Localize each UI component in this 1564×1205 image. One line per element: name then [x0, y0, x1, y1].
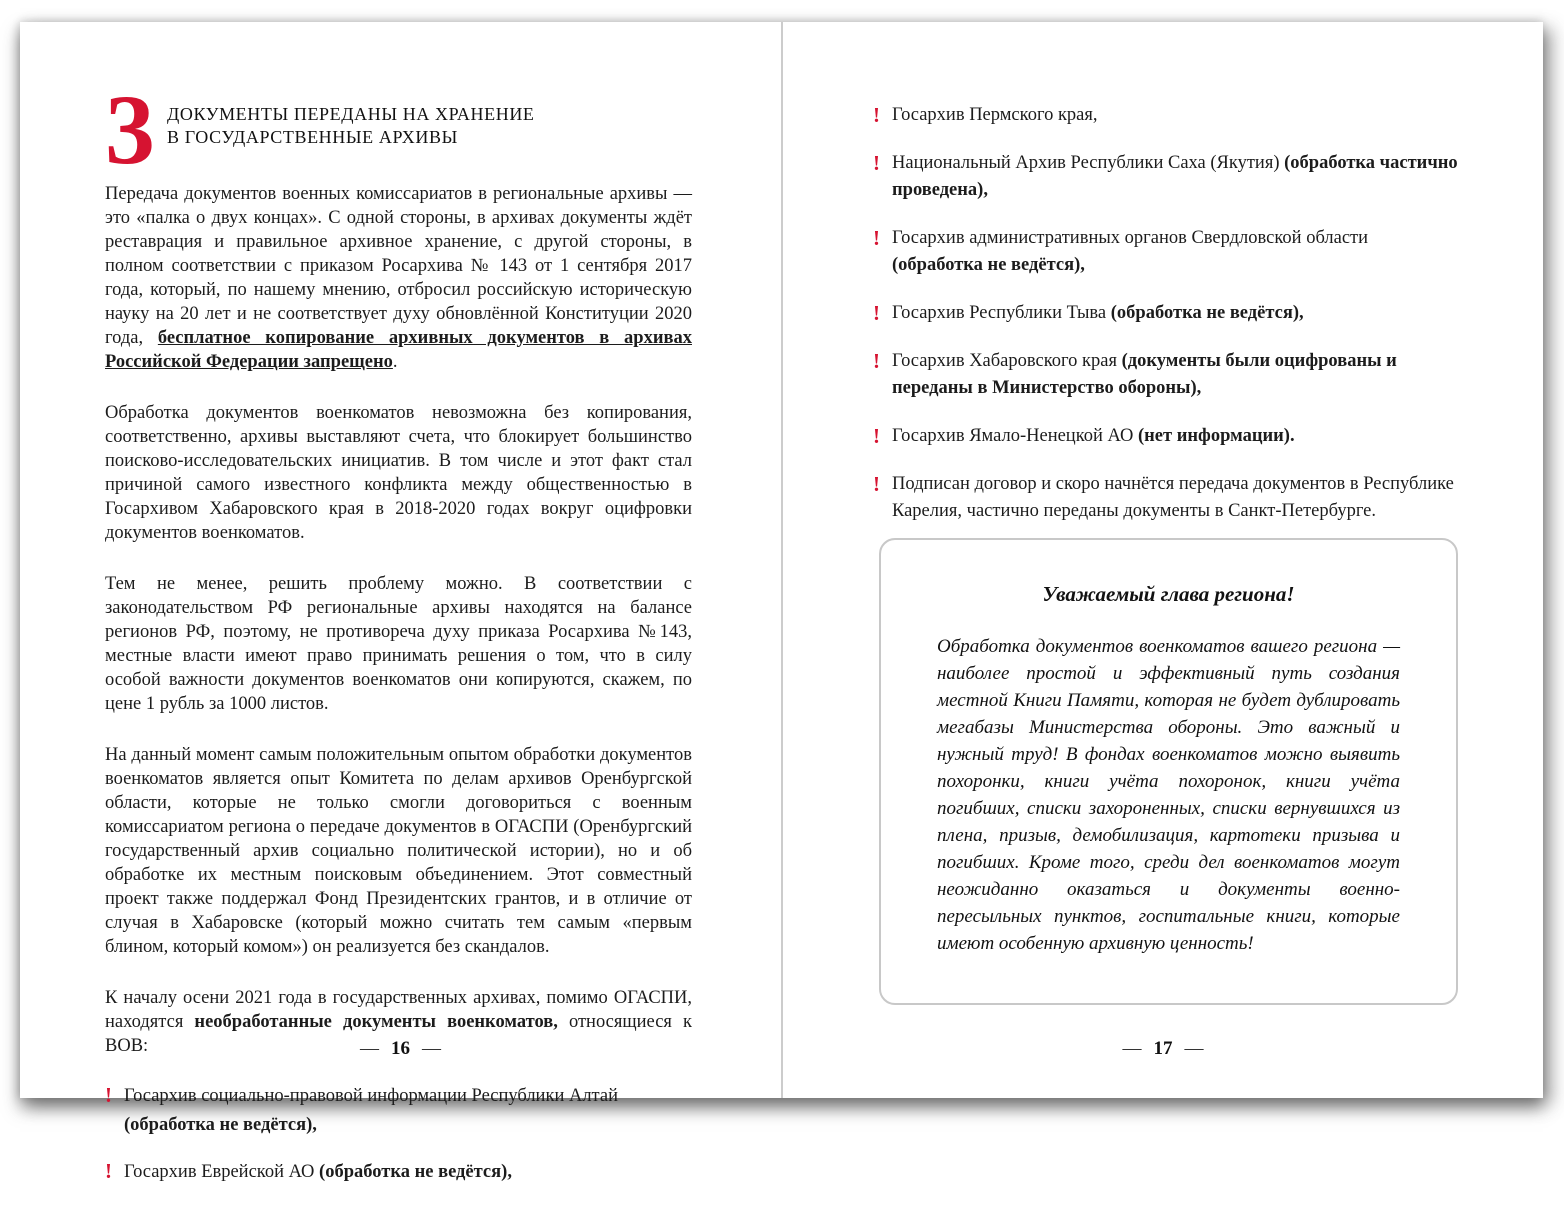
list-item-text: Госархив Ямало-Ненецкой АО (нет информации). [892, 426, 1295, 446]
body-paragraph: К началу осени 2021 года в государственных архивах, помимо ОГАСПИ, находятся необработанные документы военкоматов, относящиеся к ВОВ: [105, 988, 693, 1056]
archive-list-left [105, 1082, 692, 1187]
list-item-text: Госархив Республики Тыва (обработка не ведётся), [892, 303, 1304, 323]
letter-body: Обработка документов военкоматов вашего региона — наиболее простой и эффективный путь создания местной Книги Памяти, которая не будет дублировать мегабазы Министерства обороны. Это важный и нужный труд! В фондах военкоматов можно выявить похоронки, книги учёта похоронок, книги учёта погибших, списки захороненных, списки вернувшихся из плена, призыв, демобилизация, картотеки призыва и погибших. Кроме того, среди дел военкоматов могут неожиданно оказаться и документы военно-пересыльных пунктов, госпитальные книги, которые имеют особенную архивную ценность! [937, 636, 1400, 954]
chapter-number: 3 [105, 74, 153, 185]
page-number-value: 17 [1153, 1038, 1173, 1059]
list-item [873, 150, 1458, 204]
footer-dash: — [360, 1038, 379, 1059]
list-item [873, 225, 1458, 279]
right-page [783, 22, 1543, 1098]
list-item-text: Госархив Хабаровского края (документы были оцифрованы и переданы в Министерство обороны), [892, 351, 1397, 398]
list-item-text: Госархив Пермского края, [892, 105, 1098, 125]
chapter-title-line-2: В ГОСУДАРСТВЕННЫЕ АРХИВЫ [167, 127, 458, 147]
list-item [105, 1082, 692, 1140]
list-item [873, 471, 1458, 525]
page-number-left [20, 1038, 781, 1060]
exclamation-icon: ! [873, 424, 880, 448]
book-spread [20, 22, 1543, 1183]
page-number-value: 16 [391, 1038, 410, 1059]
body-paragraph: Тем не менее, решить проблему можно. В соответствии с законодательством РФ региональные архивы находятся на балансе регионов РФ, поэтому, не противореча духу приказа Росархива №143, местные власти имеют право принимать решения о том, что в силу особой важности документов военкоматов они копируются, скажем, по цене 1 рубль за 1000 листов. [105, 574, 692, 714]
letter-heading: Уважаемый глава региона! [1042, 582, 1295, 606]
list-item-text: Госархив административных органов Свердловской области (обработка не ведётся), [892, 228, 1369, 275]
exclamation-icon: ! [873, 151, 880, 175]
exclamation-icon: ! [105, 1083, 112, 1107]
footer-dash: — [1122, 1038, 1142, 1059]
page-number-right [783, 1038, 1543, 1060]
chapter-title [167, 86, 535, 149]
exclamation-icon: ! [873, 472, 880, 496]
body-paragraph: Обработка документов военкоматов невозможна без копирования, соответственно, архивы выставляют счета, что блокирует большинство поисково-исследовательских инициатив. В том числе и этот факт стал причиной самого известного конфликта между общественностью в Госархивом Хабаровского края в 2018-2020 годах вокруг оцифровки документов военкоматов. [105, 403, 692, 543]
exclamation-icon: ! [873, 226, 880, 250]
chapter-header [105, 74, 692, 185]
left-page [20, 22, 781, 1183]
letter-to-region-head-box [879, 538, 1458, 1005]
list-item [873, 102, 1458, 129]
body-paragraph: На данный момент самым положительным опытом обработки документов военкоматов является опыт Комитета по делам архивов Оренбургской области, которые не только смогли договориться с военным комиссариатом региона о передаче документов в ОГАСПИ (Оренбургский государственный архив социально политической истории), но и об обработке их местным поисковым объединением. Этот совместный проект также поддержал Фонд Президентских грантов, и в отличие от случая в Хабаровске (который можно считать тем самым «первым блином, который комом») он реализуется без скандалов. [105, 745, 692, 957]
list-item-text: Национальный Архив Республики Саха (Якутия) (обработка частично проведена), [892, 153, 1458, 200]
list-item-text: Подписан договор и скоро начнётся передача документов в Республике Карелия, частично переданы документы в Санкт-Петербурге. [892, 474, 1454, 521]
exclamation-icon: ! [873, 349, 880, 373]
list-item [873, 300, 1458, 327]
archive-list-right [873, 102, 1458, 525]
list-item [105, 1158, 692, 1187]
chapter-title-line-1: ДОКУМЕНТЫ ПЕРЕДАНЫ НА ХРАНЕНИЕ [167, 104, 535, 124]
list-item-text: Госархив социально-правовой информации Республики Алтай (обработка не ведётся), [124, 1086, 618, 1135]
exclamation-icon: ! [873, 103, 880, 127]
footer-dash: — [422, 1038, 441, 1059]
body-paragraph: Передача документов военных комиссариатов в региональные архивы — это «палка о двух концах». С одной стороны, в архивах документы ждёт реставрация и правильное архивное хранение, с другой стороны, в полном соответствии с приказом Росархива № 143 от 1 сентября 2017 года, который, по нашему мнению, отбросил российскую историческую науку на 20 лет и не соответствует духу обновлённой Конституции 2020 года, бесплатное копирование архивных документов в архивах Российской Федерации запрещено. [105, 184, 692, 372]
list-item [873, 348, 1458, 402]
exclamation-icon: ! [873, 301, 880, 325]
footer-dash: — [1184, 1038, 1204, 1059]
list-item-text: Госархив Еврейской АО (обработка не ведётся), [124, 1162, 512, 1182]
list-item [873, 423, 1458, 450]
exclamation-icon: ! [105, 1159, 112, 1183]
